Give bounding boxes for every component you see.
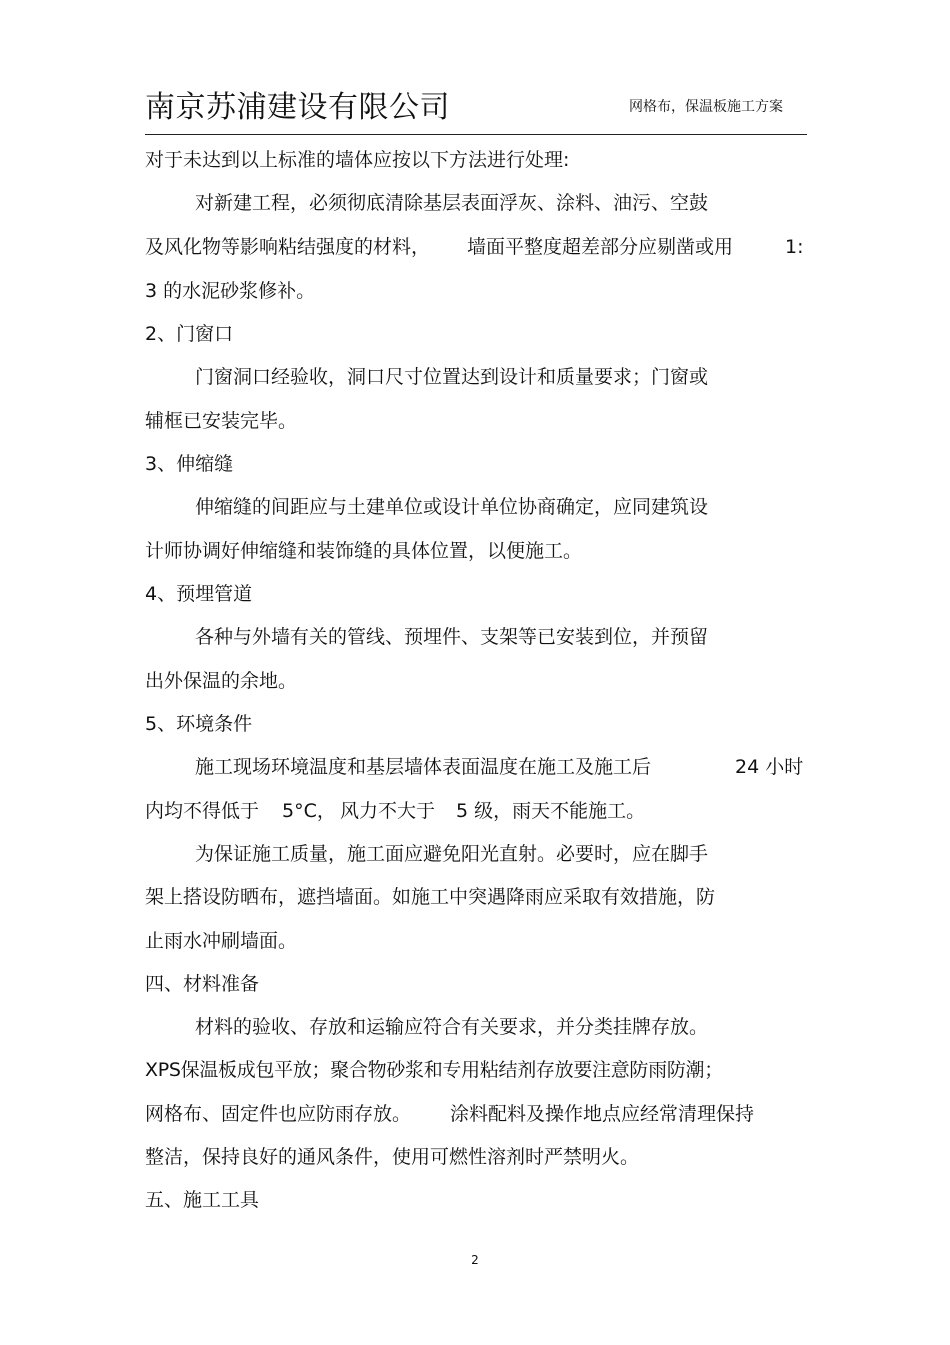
paragraph-line: 涂料配料及操作地点应经常清理保持: [450, 1103, 755, 1125]
paragraph-line: 材料的验收、存放和运输应符合有关要求，并分类挂牌存放。: [195, 1016, 709, 1038]
page-header: [145, 84, 807, 135]
paragraph-line: 风力不大于: [340, 800, 436, 822]
section-heading: 5、环境条件: [145, 713, 253, 735]
paragraph-line: 计师协调好伸缩缝和装饰缝的具体位置，以便施工。: [145, 540, 583, 562]
paragraph-line: 及风化物等影响粘结强度的材料，: [145, 236, 431, 258]
paragraph-line: 网格布、固定件也应防雨存放。: [145, 1103, 412, 1125]
paragraph-line: 内均不得低于: [145, 800, 260, 822]
paragraph-line: 各种与外墙有关的管线、预埋件、支架等已安装到位，并预留: [195, 626, 709, 648]
temperature-value: 5°C，: [282, 800, 336, 822]
duration-value: 24 小时: [735, 756, 804, 778]
paragraph-line: 伸缩缝的间距应与土建单位或设计单位协商确定，应同建筑设: [195, 496, 709, 518]
paragraph-line: 整洁，保持良好的通风条件，使用可燃性溶剂时严禁明火。: [145, 1146, 640, 1168]
paragraph-line: 出外保温的余地。: [145, 670, 298, 692]
paragraph-line: 对新建工程，必须彻底清除基层表面浮灰、涂料、油污、空鼓: [195, 192, 709, 214]
paragraph-line: 5 级，雨天不能施工。: [456, 800, 646, 822]
paragraph-line: 墙面平整度超差部分应剔凿或用: [467, 236, 734, 258]
section-heading: 3、伸缩缝: [145, 453, 234, 475]
paragraph-line: XPS保温板成包平放；聚合物砂浆和专用粘结剂存放要注意防雨防潮；: [145, 1059, 723, 1081]
section-heading: 五、施工工具: [145, 1189, 260, 1211]
paragraph-line: 止雨水冲刷墙面。: [145, 930, 298, 952]
section-heading: 2、门窗口: [145, 323, 234, 345]
section-heading: 4、预埋管道: [145, 583, 253, 605]
page-number: 2: [471, 1253, 479, 1267]
paragraph-line: 施工现场环境温度和基层墙体表面温度在施工及施工后: [195, 756, 652, 778]
ratio-value: 1:: [785, 236, 804, 258]
paragraph-line: 辅框已安装完毕。: [145, 410, 298, 432]
company-name: 南京苏浦建设有限公司: [145, 90, 450, 125]
section-heading: 四、材料准备: [145, 973, 260, 995]
paragraph-line: 3 的水泥砂浆修补。: [145, 280, 316, 302]
document-title: 网格布，保温板施工方案: [629, 99, 783, 115]
paragraph-line: 门窗洞口经验收，洞口尺寸位置达到设计和质量要求；门窗或: [195, 366, 709, 388]
paragraph-line: 架上搭设防晒布，遮挡墙面。如施工中突遇降雨应采取有效措施，防: [145, 886, 716, 908]
paragraph-line: 对于未达到以上标准的墙体应按以下方法进行处理:: [145, 149, 570, 171]
paragraph-line: 为保证施工质量，施工面应避免阳光直射。必要时，应在脚手: [195, 843, 709, 865]
